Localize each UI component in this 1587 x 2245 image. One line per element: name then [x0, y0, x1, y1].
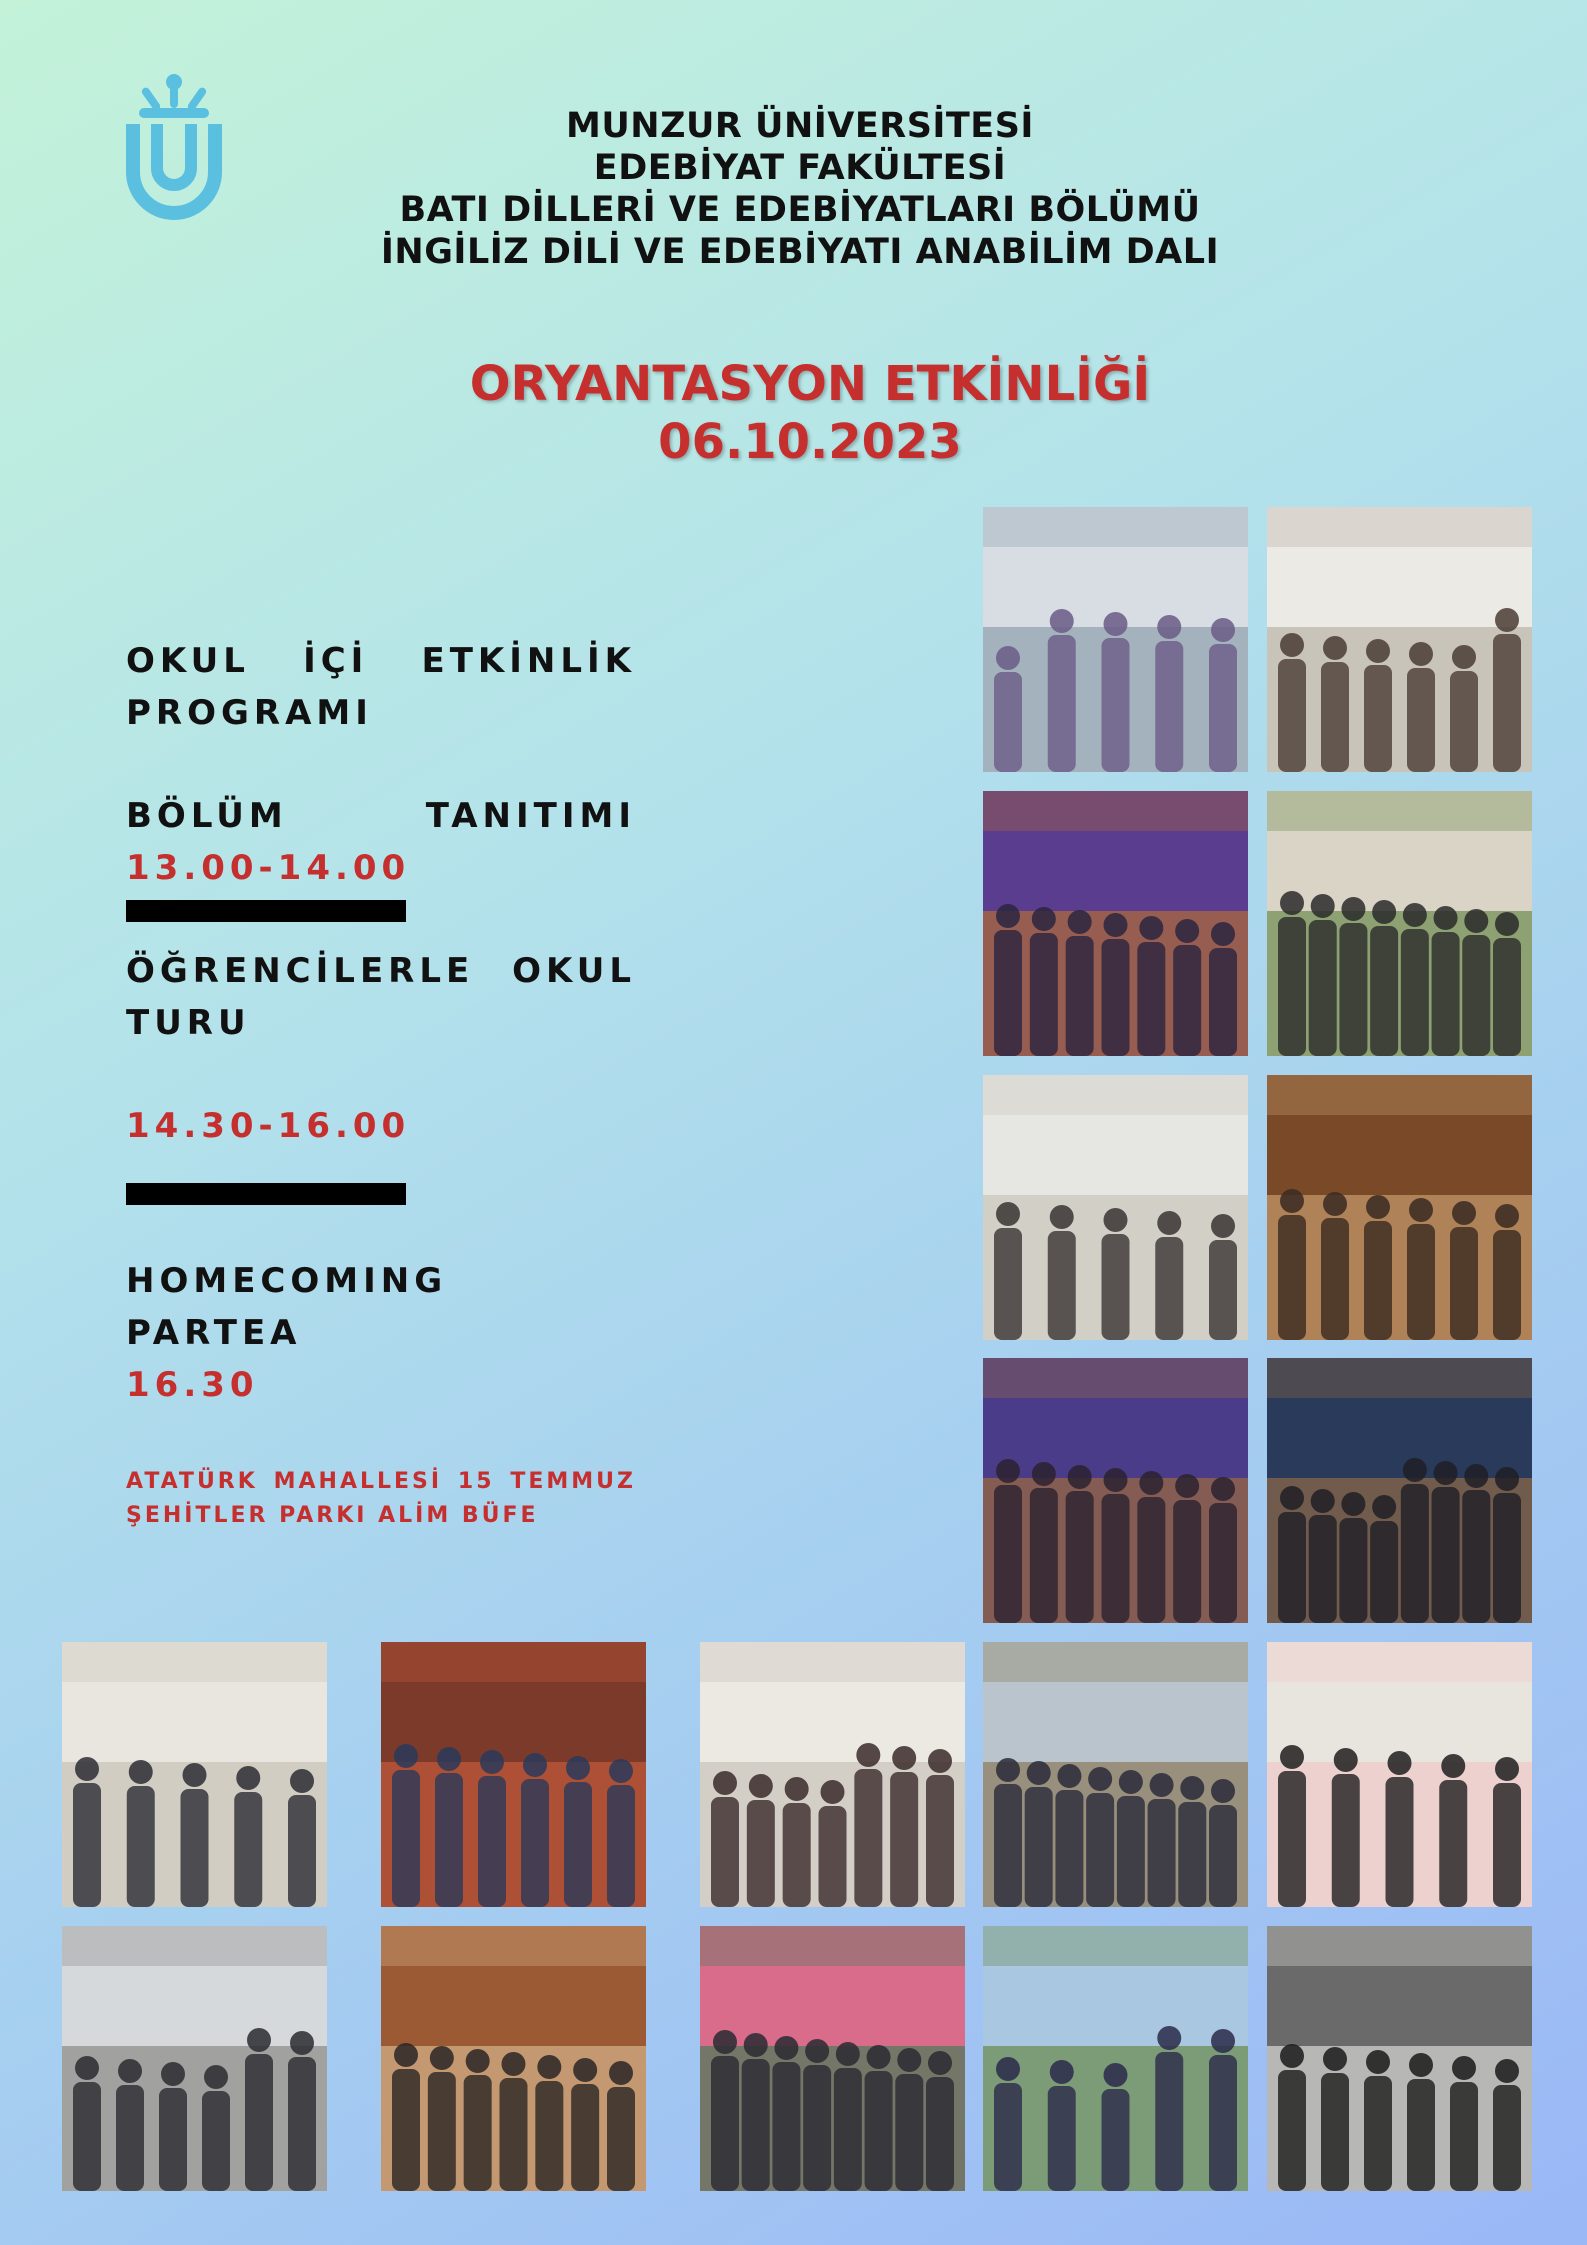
- graduation-banner-group-photo: [983, 1926, 1248, 2191]
- program-item-tour-name-line2: TURU: [126, 1003, 251, 1043]
- program-heading-line2: PROGRAMI: [126, 693, 373, 733]
- program-item-intro-name: BÖLÜM TANITIMI: [126, 796, 636, 836]
- program-item-party: [126, 1255, 636, 1411]
- program-item-party-name-line2: PARTEA: [126, 1313, 302, 1353]
- night-group-standing-photo: [1267, 1358, 1532, 1623]
- group-indoor-celebration-photo: [381, 1926, 646, 2191]
- department-booth-photo: [1267, 791, 1532, 1056]
- faculty-header: [300, 105, 1300, 273]
- program-item-party-time: 16.30: [126, 1365, 259, 1405]
- event-title: ORYANTASYON ETKİNLİĞİ: [469, 356, 1151, 412]
- event-address-line2: ŞEHİTLER PARKI ALİM BÜFE: [126, 1503, 539, 1528]
- program-item-intro-time: 13.00-14.00: [126, 848, 411, 888]
- header-line-division: İNGİLİZ DİLİ VE EDEBİYATI ANABİLİM DALI: [380, 232, 1220, 272]
- group-photo-outside-building: [983, 507, 1248, 772]
- divider-bar: [126, 900, 406, 922]
- program-item-party-name-line1: HOMECOMING: [126, 1261, 448, 1301]
- group-on-terrace-photo: [62, 1926, 327, 2191]
- classroom-presentation-photo: [1267, 507, 1532, 772]
- large-group-indoor-photo: [700, 1926, 965, 2191]
- evening-cafe-table-photo: [983, 1358, 1248, 1623]
- header-line-faculty: EDEBİYAT FAKÜLTESİ: [593, 148, 1007, 188]
- traditional-dining-room-photo: [381, 1642, 646, 1907]
- cafe-interior-photo: [1267, 1075, 1532, 1340]
- program-heading-line1: OKUL İÇİ ETKİNLİK: [126, 641, 636, 681]
- projector-classroom-photo: [983, 1075, 1248, 1340]
- header-line-department: BATI DİLLERİ VE EDEBİYATLARI BÖLÜMÜ: [399, 190, 1201, 230]
- program-heading: [126, 635, 636, 739]
- program-item-tour: [126, 945, 636, 1049]
- program-item-tour-name-line1: ÖĞRENCİLERLE OKUL: [126, 951, 636, 991]
- students-outdoors-photo: [983, 1642, 1248, 1907]
- event-address-line1: ATATÜRK MAHALLESİ 15 TEMMUZ: [126, 1469, 636, 1494]
- divider-bar: [126, 1183, 406, 1205]
- header-line-university: MUNZUR ÜNİVERSİTESİ: [566, 106, 1034, 146]
- program-item-intro: [126, 790, 636, 894]
- program-item-tour-time: 14.30-16.00: [126, 1106, 411, 1146]
- event-address: [126, 1465, 636, 1533]
- two-students-portrait-photo: [1267, 1642, 1532, 1907]
- group-in-hallway-photo: [62, 1642, 327, 1907]
- event-date: 06.10.2023: [658, 414, 962, 470]
- costumed-students-photo: [700, 1642, 965, 1907]
- university-logo: [125, 72, 223, 224]
- evening-cafe-gathering-photo: [983, 791, 1248, 1056]
- event-title-block: [360, 355, 1260, 471]
- four-students-stage-photo: [1267, 1926, 1532, 2191]
